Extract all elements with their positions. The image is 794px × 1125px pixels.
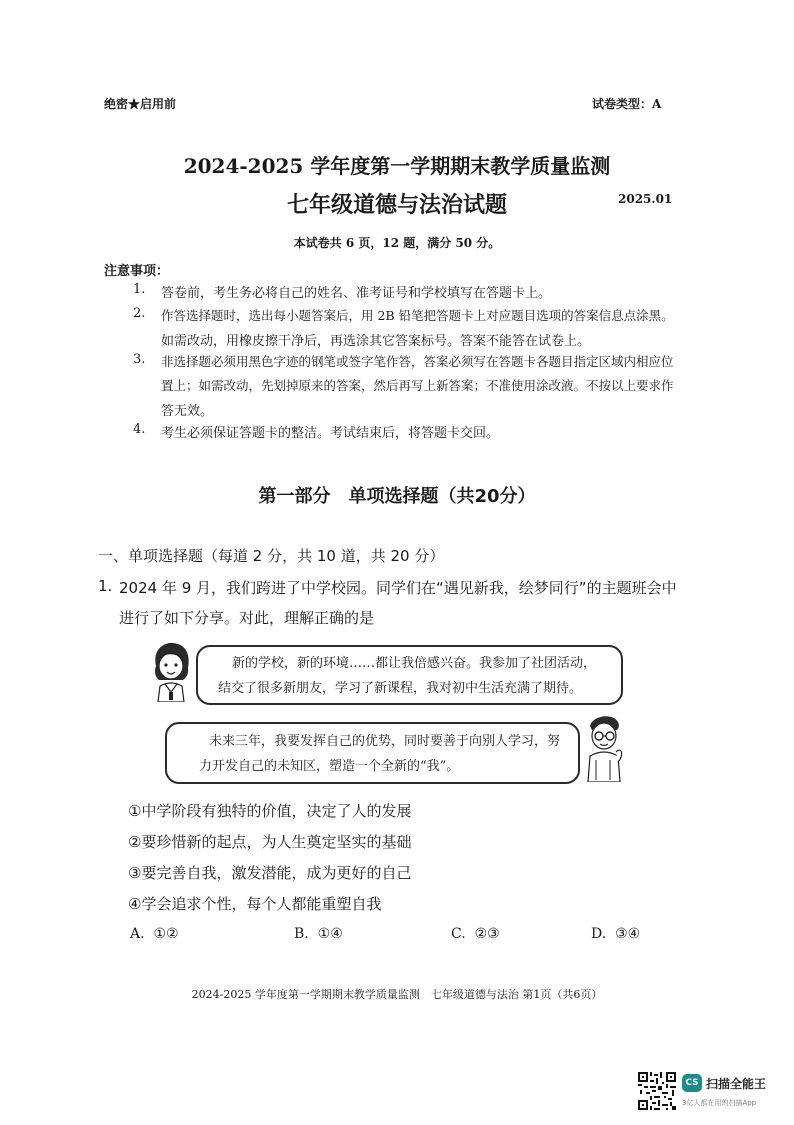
notice-line: 答无效。: [161, 404, 214, 419]
option-c[interactable]: [451, 926, 500, 942]
part-title: 第一部分 单项选择题（共20分）: [258, 486, 536, 507]
notice-number: 2.: [133, 306, 146, 321]
notice-number: 1.: [133, 282, 146, 297]
exam-info: 本试卷共 6 页，12 题，满分 50 分。: [293, 236, 501, 250]
page-footer: 2024-2025 学年度第一学期期末教学质量监测 七年级道德与法治 第1页（共6页）: [191, 988, 603, 1001]
notice-number: 3.: [133, 352, 146, 367]
speech-bubble-boy: [165, 722, 580, 784]
bubble-text-line: 力开发自己的未知区，塑造一个全新的“我”。: [199, 759, 460, 774]
notice-line: 非选择题必须用黑色字迹的钢笔或签字笔作答，答案必须写在答题卡各题目指定区域内相应位: [161, 354, 674, 369]
option-text: ②③: [474, 926, 500, 942]
notice-line: 考生必须保证答题卡的整洁。考试结束后，将答题卡交回。: [161, 426, 500, 441]
option-text: ①④: [317, 926, 343, 942]
notice-number: 4.: [133, 422, 146, 437]
option-label: A.: [130, 926, 145, 942]
option-text: ①②: [153, 926, 179, 942]
exam-date: 2025.01: [618, 192, 673, 206]
qr-code-icon: [638, 1072, 676, 1110]
statement-2: ②要珍惜新的起点，为人生奠定坚实的基础: [128, 833, 412, 851]
speech-bubble-girl: [196, 645, 623, 705]
section-heading: 一、单项选择题（每道 2 分，共 10 道，共 20 分）: [98, 547, 445, 565]
secret-label: 绝密★启用前: [104, 97, 177, 111]
scanner-logo-icon: CS: [682, 1074, 702, 1092]
bubble-text-line: 新的学校，新的环境……都让我倍感兴奋。我参加了社团活动，: [232, 656, 597, 671]
boy-student-illustration: [582, 712, 626, 782]
scanner-brand: 扫描全能王: [706, 1077, 767, 1091]
exam-subtitle: 七年级道德与法治试题: [286, 192, 507, 218]
notice-line: 如需改动，用橡皮擦干净后，再选涂其它答案标号。答案不能答在试卷上。: [161, 334, 591, 349]
girl-student-illustration: [148, 640, 194, 702]
option-label: B.: [294, 926, 309, 942]
question-stem-line: 进行了如下分享。对此，理解正确的是: [119, 609, 375, 627]
notice-line: 置上；如需改动，先划掉原来的答案，然后再写上新答案；不准使用涂改液。不按以上要求作: [161, 378, 674, 393]
exam-title: 2024-2025 学年度第一学期期末教学质量监测: [183, 154, 611, 178]
option-text: ③④: [615, 926, 641, 942]
statement-4: ④学会追求个性，每个人都能重塑自我: [128, 895, 382, 913]
question-stem-line: 2024 年 9 月，我们跨进了中学校园。同学们在“遇见新我，绘梦同行”的主题班会中: [119, 579, 677, 597]
statement-3: ③要完善自我，激发潜能，成为更好的自己: [128, 864, 412, 882]
bubble-text-line: 结交了很多新朋友，学习了新课程，我对初中生活充满了期待。: [218, 681, 583, 696]
paper-type-label: 试卷类型：A: [592, 97, 662, 111]
notice-line: 作答选择题时，选出每小题答案后，用 2B 铅笔把答题卡上对应题目选项的答案信息点涂黑。: [161, 308, 674, 323]
option-label: C.: [451, 926, 466, 942]
option-d[interactable]: [591, 926, 640, 942]
notice-heading: 注意事项：: [104, 264, 170, 279]
statement-1: ①中学阶段有独特的价值，决定了人的发展: [128, 802, 412, 820]
scanner-tagline: 3亿人都在用的扫描App: [682, 1099, 757, 1107]
option-label: D.: [591, 926, 607, 942]
bubble-text-line: 未来三年，我要发挥自己的优势，同时要善于向别人学习，努: [209, 734, 561, 749]
option-a[interactable]: [130, 926, 179, 942]
notice-line: 答卷前，考生务必将自己的姓名、准考证号和学校填写在答题卡上。: [161, 286, 552, 301]
option-b[interactable]: [294, 926, 343, 942]
question-number: 1.: [98, 577, 113, 595]
